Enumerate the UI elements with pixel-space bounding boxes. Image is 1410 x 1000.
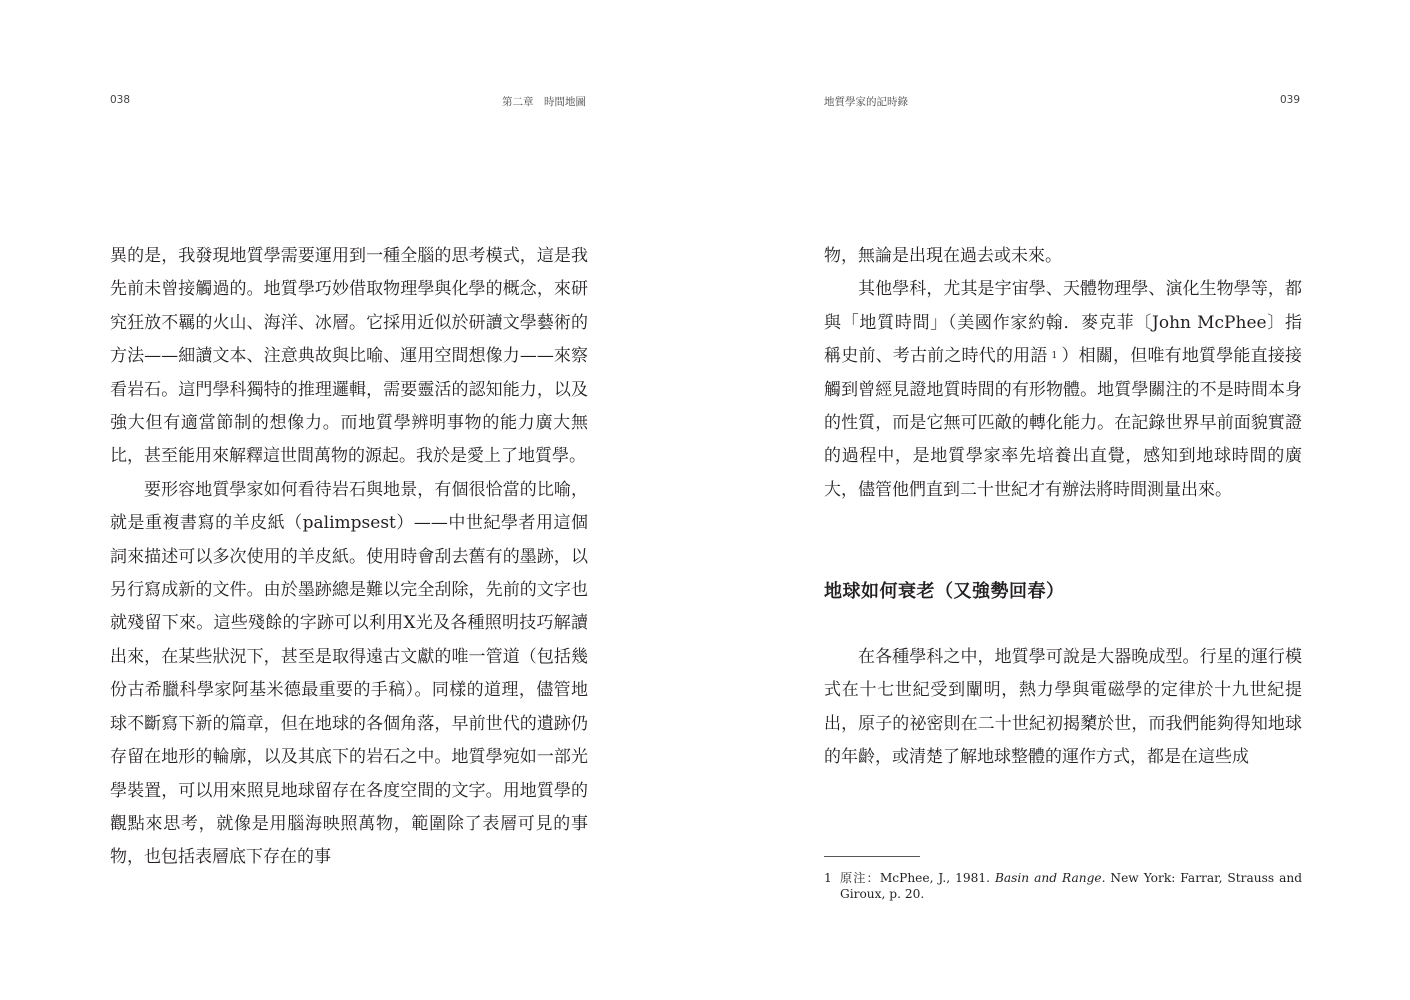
- right-paragraph-1: 物，無論是出現在過去或未來。: [824, 246, 1062, 266]
- left-page-number: 038: [110, 94, 131, 106]
- footnote-suffix: . New York: Farrar, Strauss and Giroux, p. 20.: [840, 871, 1302, 901]
- right-paragraph-3: 在各種學科之中，地質學可說是大器晚成型。行星的運行模式在十七世紀受到闡明，熱力學與電磁學的定律於十九世紀提出，原子的祕密則在二十世紀初揭櫫於世，而我們能夠得知地球的年齡，或清楚了解地球整體的運作方式，都是在這些成: [824, 647, 1302, 768]
- footnote-number: 1: [824, 871, 832, 885]
- footnote-body: [824, 871, 1302, 902]
- left-body-text: [110, 240, 588, 875]
- footnote: [824, 871, 1302, 902]
- emphasized-term: 重複書寫的羊皮紙: [145, 513, 286, 534]
- left-paragraph-1: 異的是，我發現地質學需要運用到一種全腦的思考模式，這是我先前未曾接觸過的。地質學巧妙借取物理學與化學的概念，來研究狂放不羈的火山、海洋、冰層。它採用近似於研讀文學藝術的方法——細讀文本、注意典故與比喻、運用空間想像力——來察看岩石。這門學科獨特的推理邏輯，需要靈活的認知能力，以及強大但有適當節制的想像力。而地質學辨明事物的能力廣大無比，甚至能用來解釋這世間萬物的源起。我於是愛上了地質學。: [110, 246, 588, 467]
- footnote-divider: [824, 856, 920, 857]
- right-running-head: 地質學家的記時錄: [824, 96, 908, 108]
- left-paragraph-2-start: 要形容地質學家如何看待岩石與地景，有個很恰當的比喻，就是: [110, 479, 588, 534]
- left-running-head: 第二章 時間地圖: [502, 96, 586, 108]
- right-paragraph-2: [824, 273, 1302, 507]
- footnote-reference: 1: [1051, 351, 1058, 362]
- left-paragraph-2: [110, 474, 588, 875]
- left-paragraph-2-rest: （palimpsest）——中世紀學者用這個詞來描述可以多次使用的羊皮紙。使用時會刮去舊有的墨跡，以另行寫成新的文件。由於墨跡總是難以完全刮除，先前的文字也就殘留下來。這些殘餘的字跡可以利用X光及各種照明技巧解讀出來，在某些狀況下，甚至是取得遠古文獻的唯一管道（包括幾份古希臘科學家阿基米德最重要的手稿）。同樣的道理，儘管地球不斷寫下新的篇章，但在地球的各個角落，早前世代的遺跡仍存留在地形的輪廓，以及其底下的岩石之中。地質學宛如一部光學裝置，可以用來照見地球留存在各度空間的文字。用地質學的觀點來思考，就像是用腦海映照萬物，範圍除了表層可見的事物，也包括表層底下存在的事: [110, 513, 589, 868]
- right-page: [705, 0, 1410, 1000]
- right-paragraph-2-start: 其他學科，尤其是宇宙學、天體物理學、演化生物學等，都與「地質時間」（美國作家約翰．麥克菲〔John McPhee〕指稱史前、考古前之時代的用語: [824, 279, 1302, 367]
- right-page-number: 039: [1279, 94, 1300, 106]
- footnote-title: Basin and Range: [994, 871, 1102, 885]
- footnote-prefix: 原注：McPhee, J., 1981.: [840, 871, 995, 885]
- section-heading: 地球如何衰老（又強勢回春）: [824, 581, 1065, 602]
- right-paragraph-2-rest: ）相關，但唯有地質學能直接接觸到曾經見證地質時間的有形物體。地質學關注的不是時間本身的性質，而是它無可匹敵的轉化能力。在記錄世界早前面貌實證的過程中，是地質學家率先培養出直覺，感知到地球時間的廣大，儘管他們直到二十世紀才有辦法將時間測量出來。: [824, 346, 1303, 500]
- right-body-text-bottom: [824, 641, 1302, 775]
- right-body-text-top: [824, 240, 1302, 507]
